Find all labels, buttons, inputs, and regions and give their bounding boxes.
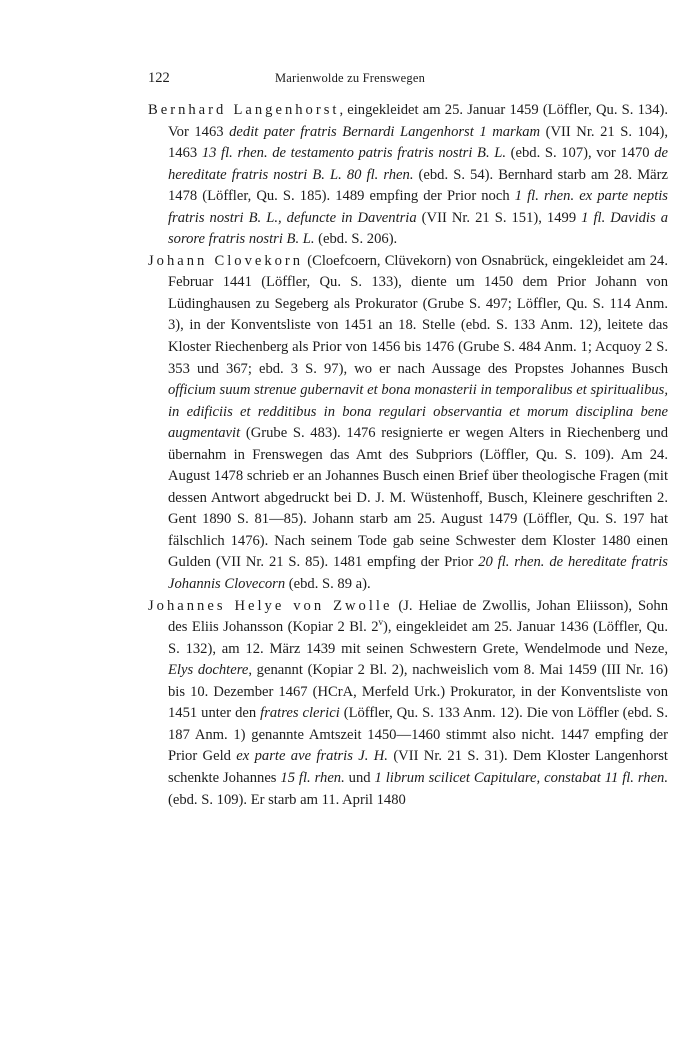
entry-text: (VII Nr. 21 S. 104), 1463 [168,123,668,162]
latin-quote: 1 librum scilicet Capitulare, constabat 11 fl. rhen. [374,769,669,786]
latin-quote: de hereditate fratris nostri B. L. 80 fl. rhen. [168,145,668,183]
entry-text: und [344,769,375,786]
entry-text: , eingekleidet am 25. Januar 1459 (Löffler, Qu. S. 134). Vor 1463 [168,102,668,140]
entry-text: (ebd. S. 54). Bernhard starb am 28. März 1478 (Löffler, Qu. S. 185). 1489 empfing der Prior noch [168,166,668,205]
entry-bernhard-langenhorst [148,100,668,251]
latin-quote: fratres clerici [260,705,340,722]
latin-quote: dedit pater fratris Bernardi Langenhorst 1 markam [229,123,541,140]
latin-quote: Elys dochtere [168,662,249,679]
entry-text: (Löffler, Qu. S. 133 Anm. 12). Die von Löffler (ebd. S. 187 Anm. 1) genannte Amtszeit 1450—1460 stimmt also nicht. 1447 empfing der Prior Geld [168,705,668,765]
entry-johann-clovekorn [148,251,668,596]
entry-text: (ebd. S. 109). Er starb am 11. April 1480 [168,791,406,808]
latin-quote: 1 fl. Davidis a sorore fratris nostri B. L. [168,209,668,248]
entry-text: (Grube S. 483). 1476 resignierte er wegen Alters in Riechenberg und übernahm in Frenswegen das Amt des Subpriors (Löffler, Qu. S. 109). Am 24. August 1478 schrieb er an Johannes Busch einen Brief über theologische Fragen (mit dessen Antwort abgedruckt bei D. J. M. Wüstenhoff, Busch, Kleinere geschriften 2. Gent 1890 S. 81—85). Johann starb am 25. August 1479 (Löffler, Qu. S. 197 hat fälschlich 1476). Nach seinem Tode gab seine Schwester dem Kloster 1480 einen Gulden (VII Nr. 21 S. 85). 1481 empfing der Prior [168,425,668,571]
entry-name: Bernhard Langenhorst [148,102,340,118]
entry-text: , genannt (Kopiar 2 Bl. 2), nachweislich vom 8. Mai 1459 (III Nr. 16) bis 10. Dezember 1467 (HCrA, Merfeld Urk.) Prokurator, in der Konventsliste von 1451 unter den [168,662,668,722]
entry-name: Johannes Helye von Zwolle [148,597,393,614]
page-number: 122 [148,70,170,86]
entry-text: (ebd. S. 89 a). [285,576,371,593]
entry-text: (VII Nr. 21 S. 31). Dem Kloster Langenhorst schenkte Johannes [168,748,668,786]
superscript: v [378,617,383,628]
entry-text: (Cloefcoern, Clüvekorn) von Osnabrück, eingekleidet am 24. Februar 1441 (Löffler, Qu. S. 133), diente um 1450 dem Prior Johann von Lüdinghausen zu Segeberg als Prokurator (Grube S. 497; Löffler, Qu. S. 114 Anm. 3), in der Konventsliste von 1451 an 18. Stelle (ebd. S. 133 Anm. 12), leitete das Kloster Riechenberg als Prior von 1456 bis 1476 (Grube S. 484 Anm. 1; Acquoy 2 S. 353 und 367; ebd. 3 S. 97), wo er nach Aussage des Propstes Johannes Busch [168,252,668,377]
entry-text: ), eingekleidet am 25. Januar 1436 (Löffler, Qu. S. 132), am 12. März 1439 mit seinen Schwestern Grete, Wendelmode und Neze, [168,619,668,657]
latin-quote: 1 fl. rhen. ex parte neptis fratris nostri B. L., defuncte in Daventria [168,188,668,226]
entry-name: Johann Clovekorn [148,252,304,269]
latin-quote: 13 fl. rhen. de testamento patris fratris nostri B. L. [201,145,506,162]
latin-quote: officium suum strenue gubernavit et bona monasterii in temporalibus et spiritualibus, in edificiis et redditibus in bona regulari observantia et morum disciplina bene augmentavit [168,382,668,442]
page-body [148,100,668,811]
latin-quote: 20 fl. rhen. de hereditate fratris Johannis Clovecorn [168,554,668,593]
entry-johannes-helye [148,596,668,811]
entry-text: (VII Nr. 21 S. 151), 1499 [416,209,582,226]
running-header [0,70,700,90]
entry-text: (J. Heliae de Zwollis, Johan Eliisson), Sohn des Eliis Johansson (Kopiar 2 Bl. 2 [168,597,668,636]
running-title: Marienwolde zu Frenswegen [274,71,426,85]
latin-quote: 15 fl. rhen. [280,769,345,786]
entry-text: (ebd. S. 206). [314,231,398,248]
entry-text: (ebd. S. 107), vor 1470 [506,145,655,162]
latin-quote: ex parte ave fratris J. H. [236,748,388,765]
